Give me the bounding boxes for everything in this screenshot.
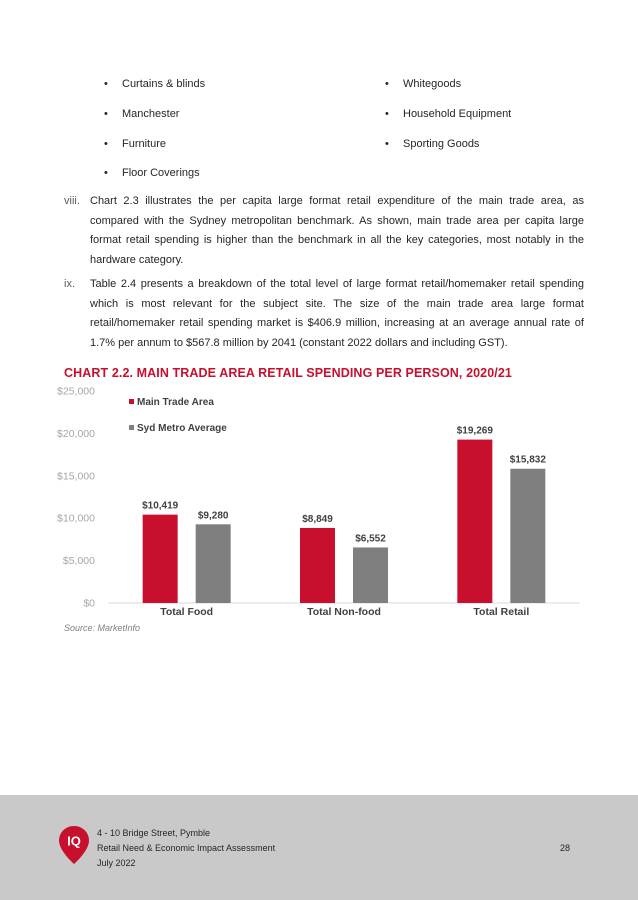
data-label: $19,269 bbox=[456, 425, 493, 437]
footer-address: 4 - 10 Bridge Street, Pymble bbox=[97, 828, 211, 838]
page-number: 28 bbox=[559, 843, 570, 853]
bullet-item: • Household Equipment bbox=[385, 108, 512, 120]
paragraph-number: ix. bbox=[64, 278, 75, 290]
footer-date: July 2022 bbox=[97, 858, 136, 868]
chart-source: Source: MarketInfo bbox=[64, 623, 141, 633]
chart-title: CHART 2.2. MAIN TRADE AREA RETAIL SPENDING PER PERSON, 2020/21 bbox=[64, 366, 512, 380]
bullet-item: • Floor Coverings bbox=[104, 167, 200, 179]
data-label: $9,280 bbox=[197, 510, 229, 522]
bullet-item: • Furniture bbox=[104, 138, 167, 150]
bar bbox=[196, 524, 231, 603]
legend-entry: Syd Metro Average bbox=[137, 423, 227, 434]
data-label: $8,849 bbox=[302, 513, 333, 525]
data-label: $15,832 bbox=[509, 454, 546, 466]
y-tick-label: $20,000 bbox=[57, 427, 95, 440]
legend-swatch bbox=[129, 399, 134, 404]
bar-chart bbox=[50, 380, 590, 620]
logo-text: IQ bbox=[67, 833, 81, 849]
bullet-item: • Curtains & blinds bbox=[104, 78, 206, 90]
bar bbox=[457, 440, 492, 603]
legend-entry: Main Trade Area bbox=[137, 397, 214, 408]
paragraph-number: viii. bbox=[64, 195, 80, 207]
bullet-item: • Sporting Goods bbox=[385, 138, 480, 150]
paragraph-text: Table 2.4 presents a breakdown of the total level of large format retail/homemaker retail spending which is most relevant for the subject site. The size of the main trade area large format retail/homemaker retail spending market is $406.9 million, increasing at an average annual rate of 1.7% per annum to $567.8 million by 2041 (constant 2022 dollars and including GST). bbox=[90, 278, 584, 349]
bar bbox=[353, 547, 388, 603]
y-tick-label: $0 bbox=[83, 597, 95, 610]
iq-logo-icon bbox=[58, 825, 90, 865]
y-tick-label: $15,000 bbox=[57, 470, 95, 483]
x-tick-label: Total Food bbox=[160, 606, 214, 618]
data-label: $6,552 bbox=[355, 533, 386, 545]
paragraph-ix bbox=[64, 275, 584, 353]
data-label: $10,419 bbox=[142, 500, 179, 512]
y-tick-label: $5,000 bbox=[62, 555, 95, 568]
bar bbox=[143, 515, 178, 603]
footer-report-title: Retail Need & Economic Impact Assessment bbox=[97, 843, 276, 853]
paragraph-viii bbox=[64, 192, 584, 270]
bullet-item: • Manchester bbox=[104, 108, 180, 120]
page-footer bbox=[0, 795, 638, 900]
y-tick-label: $25,000 bbox=[57, 385, 95, 398]
bullet-item: • Whitegoods bbox=[385, 78, 462, 90]
bar bbox=[300, 528, 335, 603]
x-tick-label: Total Retail bbox=[473, 606, 530, 618]
y-tick-label: $10,000 bbox=[57, 512, 95, 525]
legend-swatch bbox=[129, 425, 134, 430]
bar bbox=[510, 469, 545, 603]
x-tick-label: Total Non-food bbox=[307, 606, 381, 618]
paragraph-text: Chart 2.3 illustrates the per capita large format retail expenditure of the main trade area, as compared with the Sydney metropolitan benchmark. As shown, main trade area per capita large format retail spending is higher than the benchmark in all the key categories, most notably in the hardware category. bbox=[90, 195, 584, 266]
